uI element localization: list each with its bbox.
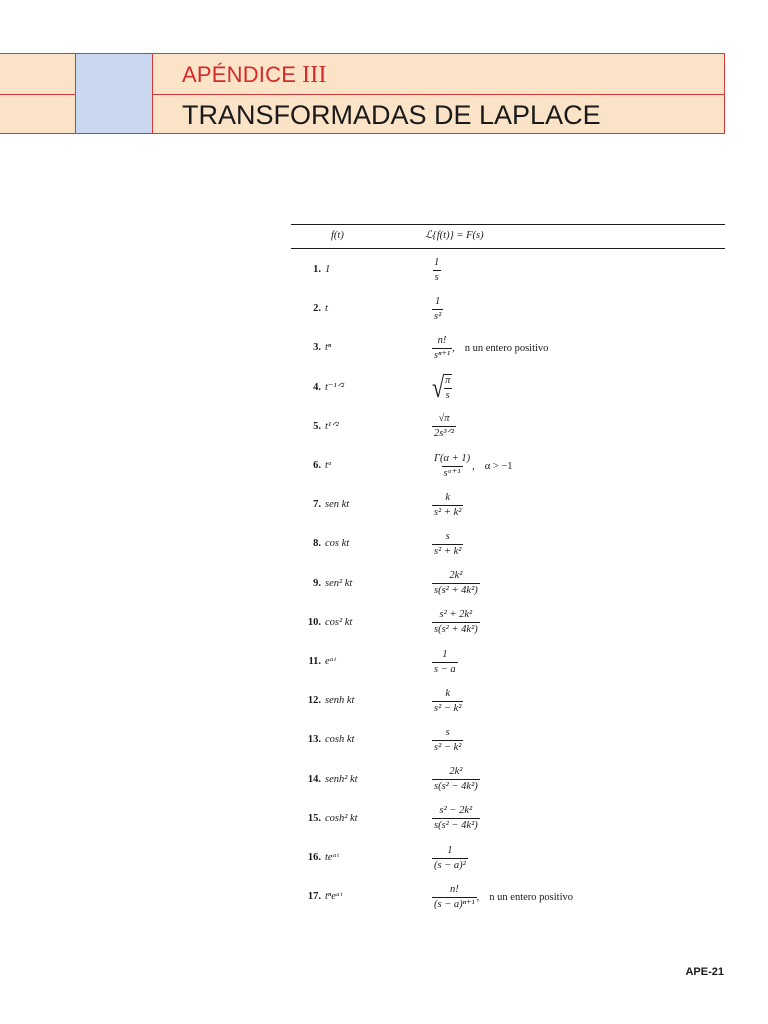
row-number: 13.	[307, 734, 321, 746]
function-f: cosh kt	[325, 734, 355, 746]
fraction	[432, 766, 480, 793]
appendix-number: III	[302, 62, 327, 88]
denominator: s² + k²	[434, 506, 462, 518]
fraction	[432, 453, 472, 480]
denominator: s² − k²	[434, 741, 462, 753]
appendix-label	[182, 60, 327, 90]
transform-F	[432, 761, 480, 799]
function-f: eᵃᵗ	[325, 656, 336, 667]
row-number: 11.	[308, 656, 321, 667]
row-number: 4.	[313, 381, 321, 393]
numerator: 1	[447, 844, 453, 856]
transform-F	[432, 329, 548, 367]
denominator: sᵅ⁺¹	[443, 467, 461, 479]
denominator: 2s³ᐟ²	[434, 428, 455, 440]
numerator: 1	[434, 256, 440, 268]
table-row	[0, 370, 768, 418]
function-f: cos² kt	[325, 616, 353, 628]
radical-sign-icon: √	[432, 370, 445, 404]
row-number: 8.	[313, 538, 321, 550]
table-row	[0, 334, 768, 378]
function-f: cosh² kt	[325, 812, 358, 824]
numerator: s	[445, 726, 450, 738]
function-f: t⁻¹ᐟ²	[325, 381, 345, 393]
table-row	[0, 256, 768, 300]
table-row	[0, 491, 768, 535]
numerator: s² + 2k²	[439, 609, 473, 621]
fraction	[432, 845, 468, 872]
fraction	[432, 257, 441, 284]
table-row	[0, 295, 768, 339]
row-number: 17.	[307, 891, 321, 903]
function-f: tⁿ	[325, 342, 332, 354]
transform-F	[432, 525, 463, 563]
separator: ,	[476, 891, 480, 903]
column-header-transform: ℒ{f(t)} = F(s)	[425, 230, 484, 241]
table-header-rule	[291, 248, 725, 249]
table-row	[0, 883, 768, 927]
page-number: APE-21	[685, 966, 724, 978]
numerator: 1	[434, 295, 441, 307]
fraction	[443, 375, 452, 402]
denominator: (s − a)²	[434, 859, 466, 871]
transform-F	[432, 643, 458, 681]
transform-F	[432, 447, 513, 485]
table-row	[0, 452, 768, 496]
row-number: 1.	[313, 264, 321, 275]
numerator: k	[445, 491, 451, 503]
function-f: senh² kt	[325, 773, 358, 785]
table-row	[0, 570, 768, 614]
denominator: s² − k²	[434, 702, 462, 714]
denominator: (s − a)ⁿ⁺¹	[434, 898, 475, 910]
row-number: 10.	[307, 616, 321, 628]
row-number: 9.	[313, 577, 321, 589]
appendix-word: APÉNDICE	[182, 62, 297, 87]
condition-note: n un entero positivo	[464, 342, 549, 354]
row-number: 5.	[313, 420, 321, 432]
table-top-rule	[291, 224, 725, 225]
denominator: s	[434, 271, 439, 283]
function-f: cos kt	[325, 538, 350, 550]
page-title: TRANSFORMADAS DE LAPLACE	[182, 100, 601, 130]
radicand	[443, 374, 452, 402]
row-number: 14.	[307, 773, 321, 785]
appendix-header	[0, 53, 725, 134]
transform-F	[432, 721, 463, 759]
separator: ,	[452, 342, 455, 354]
table-row	[0, 687, 768, 731]
row-number: 12.	[307, 695, 321, 707]
row-number: 3.	[313, 342, 321, 354]
numerator: n!	[437, 334, 447, 346]
column-header-f: f(t)	[331, 230, 344, 241]
fraction	[432, 884, 477, 911]
numerator: √π	[438, 413, 450, 425]
fraction	[432, 413, 456, 440]
numerator: k	[445, 687, 451, 699]
function-f: t	[325, 303, 328, 315]
function-f: sen² kt	[325, 577, 353, 589]
row-number: 6.	[313, 460, 321, 471]
fraction	[432, 296, 443, 323]
table-row	[0, 844, 768, 888]
table-row	[0, 413, 768, 457]
denominator: s(s² + 4k²)	[434, 585, 478, 597]
fraction	[432, 805, 480, 832]
transform-F	[432, 682, 463, 720]
table-row	[0, 726, 768, 770]
denominator: sⁿ⁺¹	[434, 349, 451, 361]
transform-F	[432, 408, 456, 446]
numerator: Γ(α + 1)	[434, 452, 471, 464]
fraction	[432, 649, 458, 676]
transform-F	[432, 486, 463, 524]
table-row	[0, 530, 768, 574]
transform-F	[432, 290, 443, 328]
row-number: 16.	[307, 852, 321, 863]
denominator: s(s² − 4k²)	[434, 820, 478, 832]
numerator: 2k²	[449, 766, 463, 778]
transform-F	[432, 604, 480, 642]
condition-note: n un entero positivo	[489, 891, 573, 903]
denominator: s	[445, 389, 450, 401]
transform-F	[432, 878, 573, 916]
numerator: s	[445, 530, 450, 542]
transform-F	[432, 800, 480, 838]
row-number: 2.	[313, 303, 321, 315]
fraction	[432, 609, 480, 636]
denominator: s² + k²	[434, 545, 462, 557]
transform-F	[432, 369, 452, 407]
fraction	[432, 531, 463, 558]
denominator: s(s² − 4k²)	[434, 781, 478, 793]
transform-F	[432, 565, 480, 603]
fraction	[432, 570, 480, 597]
numerator: 2k²	[449, 570, 463, 582]
numerator: π	[445, 374, 451, 386]
transform-F	[432, 251, 441, 289]
table-row	[0, 805, 768, 849]
fraction	[432, 688, 463, 715]
function-f: teᵃᵗ	[325, 852, 339, 863]
numerator: s² − 2k²	[439, 805, 473, 817]
function-f: sen kt	[325, 499, 350, 511]
square-root	[432, 370, 452, 404]
separator: ,	[472, 460, 475, 472]
condition-note: α > −1	[484, 460, 513, 472]
numerator: n!	[449, 883, 459, 895]
table-row	[0, 648, 768, 692]
table-row	[0, 766, 768, 810]
numerator: 1	[442, 648, 448, 660]
function-f: senh kt	[325, 695, 355, 707]
row-number: 15.	[307, 812, 321, 824]
denominator: s − a	[434, 663, 456, 675]
transform-F	[432, 839, 468, 877]
row-number: 7.	[313, 499, 321, 511]
fraction	[432, 492, 463, 519]
function-f: t¹ᐟ²	[325, 420, 339, 432]
function-f: 1	[325, 264, 331, 275]
function-f: tᵅ	[325, 460, 333, 471]
fraction	[432, 335, 452, 362]
denominator: s(s² + 4k²)	[434, 624, 478, 636]
header-color-block	[75, 54, 153, 133]
function-f: tⁿeᵃᵗ	[325, 891, 342, 903]
denominator: s²	[434, 310, 442, 322]
table-row	[0, 609, 768, 653]
fraction	[432, 727, 463, 754]
